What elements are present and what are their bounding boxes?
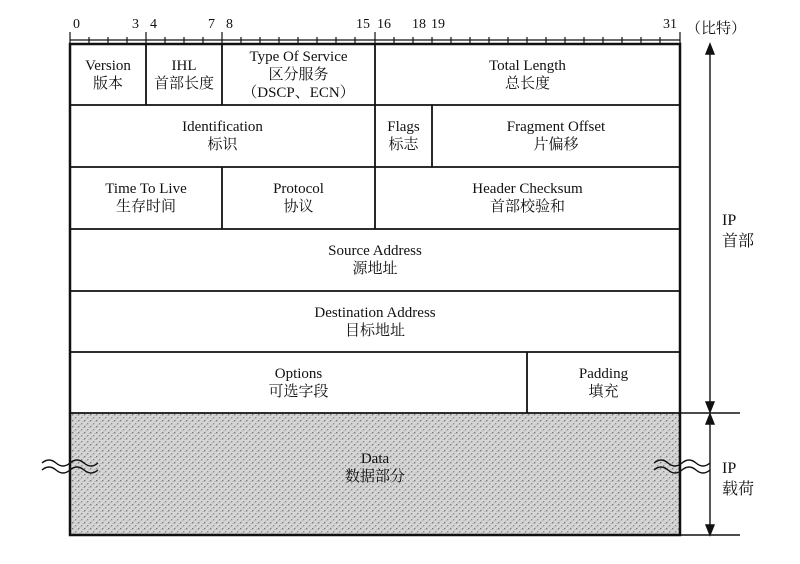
field-ttl-en: Time To Live bbox=[105, 181, 187, 197]
bit-label-31: 31 bbox=[663, 17, 677, 32]
field-protocol bbox=[222, 167, 375, 229]
ip-payload-label-line1: IP bbox=[722, 460, 737, 477]
field-source-address-zh: 源地址 bbox=[352, 261, 398, 277]
ip-payload-label bbox=[722, 458, 754, 500]
field-ihl bbox=[146, 44, 222, 105]
bit-label-8: 8 bbox=[226, 17, 233, 32]
field-options-en: Options bbox=[274, 365, 323, 382]
ip-header-label-line2: 首部 bbox=[722, 233, 755, 250]
field-version-en: Version bbox=[85, 57, 131, 74]
field-total-length-zh: 总长度 bbox=[504, 75, 550, 92]
bit-unit-label: （比特） bbox=[686, 21, 747, 37]
field-identification-en: Identification bbox=[182, 119, 263, 135]
field-flags-zh: 标志 bbox=[388, 137, 419, 153]
field-data-en: Data bbox=[360, 451, 390, 467]
bit-label-19: 19 bbox=[431, 17, 445, 32]
field-header-checksum-en: Header Checksum bbox=[472, 181, 583, 197]
field-fragment-offset bbox=[432, 105, 680, 167]
field-padding-en: Padding bbox=[578, 365, 629, 382]
bit-label-3: 3 bbox=[132, 17, 139, 32]
bit-label-0: 0 bbox=[73, 17, 80, 32]
bit-label-16: 16 bbox=[377, 17, 391, 32]
field-header-checksum-zh: 首部校验和 bbox=[489, 199, 565, 215]
field-identification-zh: 标识 bbox=[207, 137, 238, 153]
field-destination-address bbox=[70, 291, 680, 352]
field-total-length-en: Total Length bbox=[489, 57, 566, 74]
field-padding bbox=[527, 352, 680, 413]
ip-header-label-line1: IP bbox=[722, 212, 737, 229]
field-flags bbox=[375, 105, 432, 167]
bit-ruler bbox=[70, 32, 680, 44]
field-flags-en: Flags bbox=[387, 119, 420, 135]
bit-label-7: 7 bbox=[208, 17, 215, 32]
field-ttl-zh: 生存时间 bbox=[115, 199, 176, 215]
field-destination-address-zh: 目标地址 bbox=[344, 322, 405, 339]
field-fragment-offset-zh: 片偏移 bbox=[533, 137, 579, 153]
field-padding-zh: 填充 bbox=[588, 383, 619, 400]
field-version-zh: 版本 bbox=[92, 75, 123, 92]
field-ihl-zh: 首部长度 bbox=[153, 75, 214, 92]
field-data-zh: 数据部分 bbox=[344, 469, 405, 485]
ip-header-label bbox=[722, 210, 754, 252]
field-version bbox=[70, 44, 146, 105]
field-fragment-offset-en: Fragment Offset bbox=[506, 119, 606, 135]
ip-payload-label-line2: 载荷 bbox=[722, 481, 755, 498]
field-options bbox=[70, 352, 527, 413]
bit-label-18: 18 bbox=[412, 17, 426, 32]
field-source-address-en: Source Address bbox=[328, 243, 422, 259]
bit-label-4: 4 bbox=[150, 17, 157, 32]
field-time-to-live bbox=[70, 167, 222, 229]
field-total-length bbox=[375, 44, 680, 105]
bit-label-15: 15 bbox=[356, 17, 370, 32]
field-header-checksum bbox=[375, 167, 680, 229]
field-protocol-en: Protocol bbox=[273, 181, 324, 197]
field-tos-zh: 区分服务 bbox=[268, 66, 329, 83]
field-protocol-zh: 协议 bbox=[283, 199, 314, 215]
field-ihl-en: IHL bbox=[171, 57, 197, 74]
field-tos-en: Type Of Service bbox=[249, 48, 348, 65]
field-tos-extra: （DSCP、ECN） bbox=[242, 84, 355, 101]
field-data bbox=[70, 440, 680, 496]
field-identification bbox=[70, 105, 375, 167]
field-type-of-service bbox=[222, 44, 375, 105]
field-options-zh: 可选字段 bbox=[268, 383, 329, 400]
field-source-address bbox=[70, 229, 680, 291]
field-destination-address-en: Destination Address bbox=[314, 304, 436, 321]
